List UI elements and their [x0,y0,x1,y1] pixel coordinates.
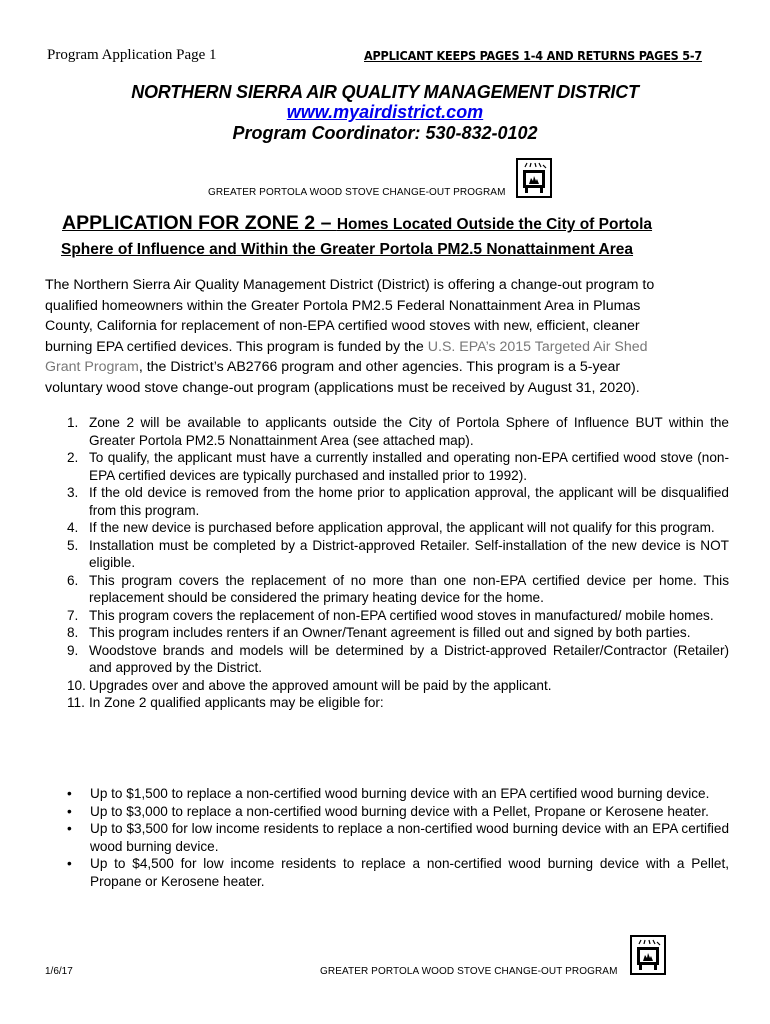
list-item [45,414,729,449]
list-item-text: This program covers the replacement of no more than one non-EPA certified device per home. This replacement should be considered the primary heating device for the home. [89,572,729,605]
list-item-number: 11. [67,695,85,710]
list-item-text: This program covers the replacement of non-EPA certified wood stoves in manufactured/ mobile homes. [89,607,714,623]
list-item-number: 10. [67,677,86,693]
list-item [45,624,729,642]
list-item [45,449,729,484]
list-item-text: Up to $4,500 for low income residents to replace a non-certified wood burning device with a Pellet, Propane or Kerosene heater. [90,856,729,889]
list-item [45,519,729,537]
list-item [45,642,729,677]
list-item-text: Zone 2 will be available to applicants outside the City of Portola Sphere of Influence BUT within the Greater Portola PM2.5 Nonattainment Area (see attached map). [89,415,729,448]
list-item-text: If the new device is purchased before application approval, the applicant will not qualify for this program. [89,520,715,535]
grant-name: U.S. EPA’s 2015 Targeted Air Shed [427,338,648,355]
program-label: GREATER PORTOLA WOOD STOVE CHANGE-OUT PROGRAM [208,187,506,198]
intro-text: , the District’s AB2766 program and other agencies. This program is a 5-year [138,359,621,375]
list-item [45,694,729,712]
list-item-text: Upgrades over and above the approved amount will be paid by the applicant. [89,677,552,693]
list-item [45,820,729,855]
district-website-link[interactable]: www.myairdistrict.com [286,102,484,122]
intro-line: County, California for replacement of non-EPA certified wood stoves with new, efficient, cleaner [45,318,640,334]
application-title-sub: Homes Located Outside the City of Portola [336,216,653,233]
list-item [45,537,729,572]
list-item [45,803,729,821]
list-item-text: Installation must be completed by a District-approved Retailer. Self-installation of the new device is NOT eligible. [89,537,729,570]
bullet-icon: • [67,786,72,801]
list-item-text: Up to $3,500 for low income residents to replace a non-certified wood burning device with an EPA certified wood burning device. [90,821,729,854]
wood-stove-logo-icon [516,158,552,198]
list-item-text: If the old device is removed from the home prior to application approval, the applicant will be disqualified from this program. [89,485,729,518]
wood-stove-logo-icon [630,935,666,975]
list-item-text: This program includes renters if an Owner/Tenant agreement is filled out and signed by both parties. [89,625,691,640]
application-title-main: APPLICATION FOR ZONE 2 – [62,212,337,234]
list-item [45,855,729,890]
list-item-text: Up to $1,500 to replace a non-certified wood burning device with an EPA certified wood burning device. [90,786,710,801]
list-item-text: Woodstove brands and models will be determined by a District-approved Retailer/Contractor (Retailer) and approved by the District. [89,642,729,675]
list-item [45,572,729,607]
list-item-number: 9. [67,642,79,658]
district-name: NORTHERN SIERRA AIR QUALITY MANAGEMENT DISTRICT [131,82,639,102]
list-item [45,677,729,695]
intro-line: The Northern Sierra Air Quality Management District (District) is offering a change-out program to [45,277,655,293]
list-item [45,607,729,625]
application-title [62,212,652,235]
list-item-number: 3. [67,485,79,500]
bullet-icon: • [67,803,72,819]
application-title-line2: Sphere of Influence and Within the Greater Portola PM2.5 Nonattainment Area [61,241,634,258]
intro-line: qualified homeowners within the Greater Portola PM2.5 Federal Nonattainment Area in Plumas [45,297,641,314]
list-item [45,484,729,519]
eligibility-rules-list [45,414,729,712]
funding-amounts-list [45,785,729,890]
list-item-number: 4. [67,520,79,535]
list-item-text: In Zone 2 qualified applicants may be eligible for: [89,695,384,710]
intro-line: voluntary wood stove change-out program (applications must be received by August 31, 2020). [45,379,640,396]
intro-line [45,357,729,378]
page-header-left: Program Application Page 1 [47,47,217,63]
intro-text: burning EPA certified devices. This program is funded by the [45,338,428,355]
program-coordinator-phone: Program Coordinator: 530-832-0102 [232,123,538,143]
list-item-number: 7. [67,607,79,623]
footer-program-label: GREATER PORTOLA WOOD STOVE CHANGE-OUT PROGRAM [320,966,618,977]
list-item-number: 1. [67,415,79,430]
intro-paragraph [45,275,729,398]
list-item [45,785,729,803]
intro-line [45,337,729,358]
footer-date: 1/6/17 [45,966,73,977]
list-item-number: 2. [67,450,79,465]
page-header-right: APPLICANT KEEPS PAGES 1-4 AND RETURNS PAGES 5-7 [364,48,703,63]
bullet-icon: • [67,856,72,871]
grant-name: Grant Program [45,359,139,375]
list-item-text: Up to $3,000 to replace a non-certified wood burning device with a Pellet, Propane or Kerosene heater. [90,803,709,819]
list-item-number: 6. [67,572,79,588]
list-item-text: To qualify, the applicant must have a currently installed and operating non-EPA certified wood stove (non-EPA certified devices are typically purchased and installed prior to 1992). [89,450,729,483]
list-item-number: 8. [67,625,79,640]
bullet-icon: • [67,821,72,836]
list-item-number: 5. [67,537,79,553]
